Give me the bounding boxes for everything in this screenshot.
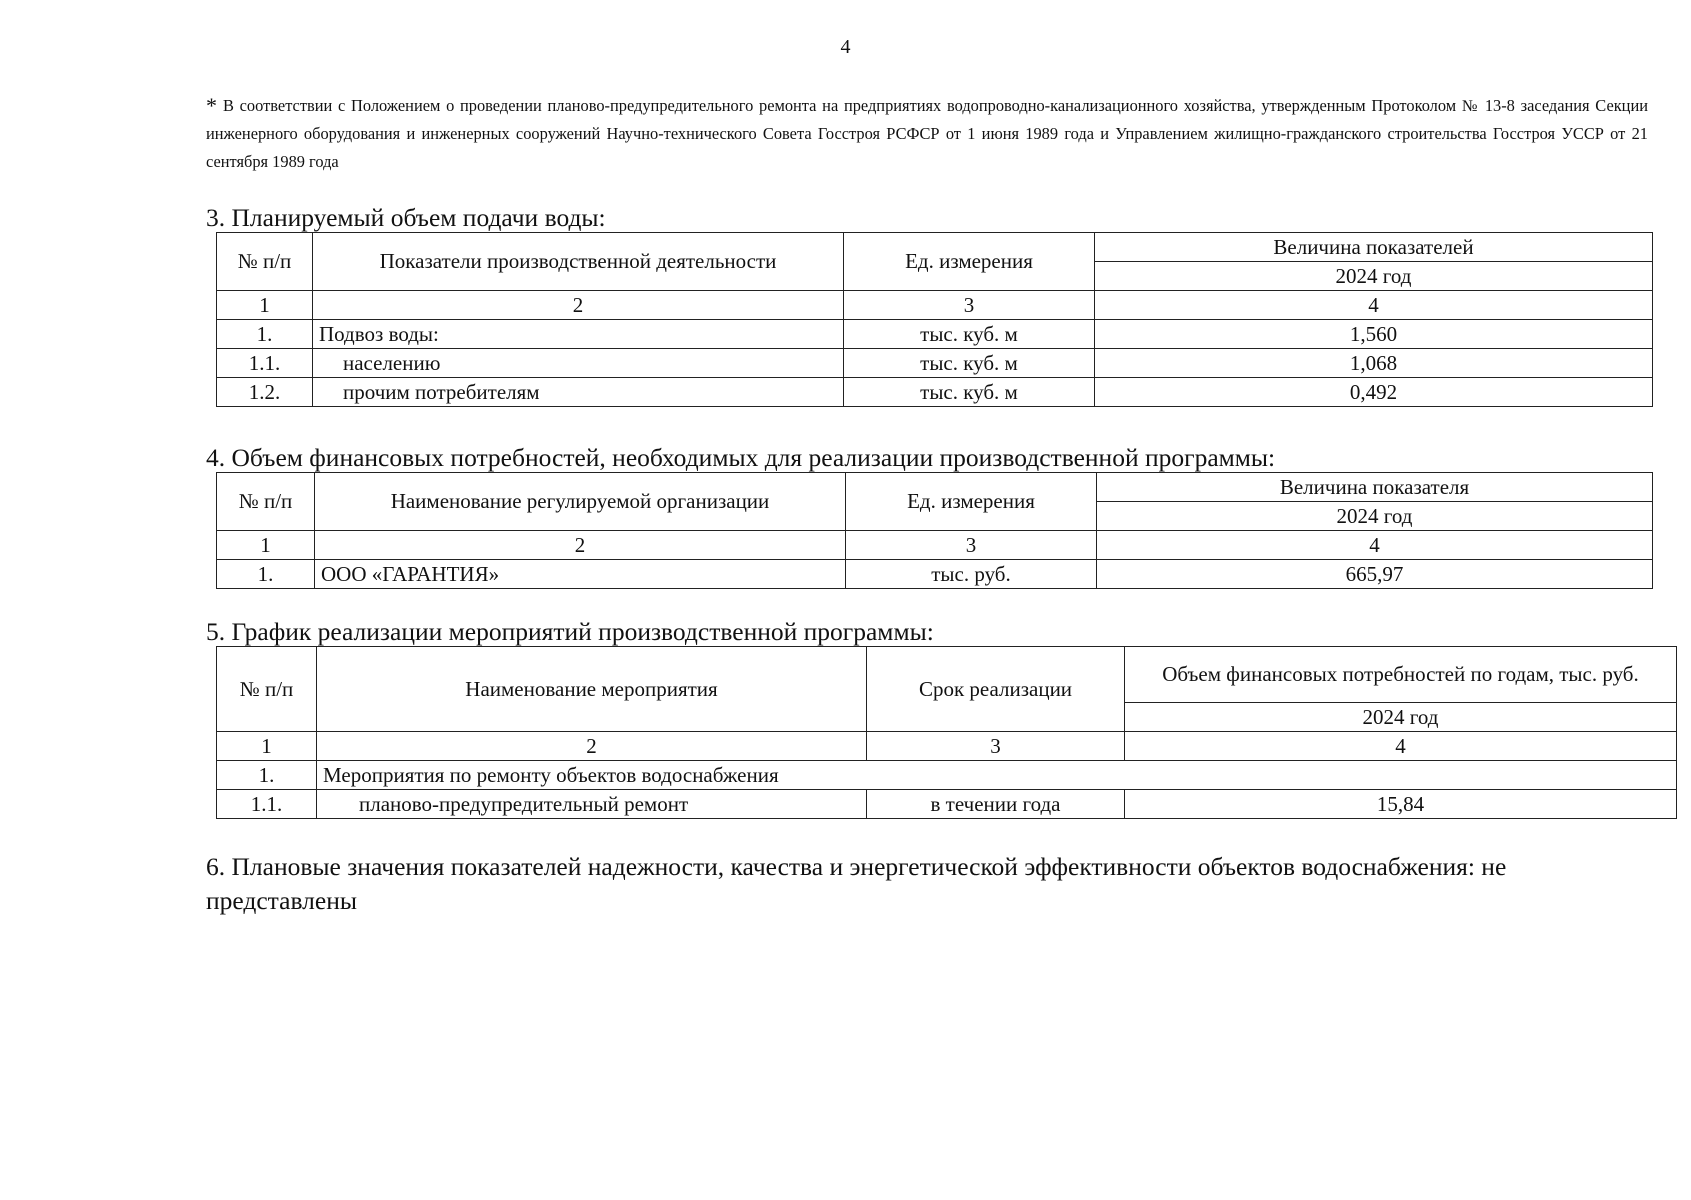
table-header-row [217, 647, 1677, 703]
column-number: 3 [846, 531, 1097, 560]
column-number: 4 [1097, 531, 1653, 560]
row-num: 1.1. [217, 349, 313, 378]
row-value: 1,560 [1095, 320, 1653, 349]
table-group-row [217, 761, 1677, 790]
table-row [217, 790, 1677, 819]
section-5-title: 5. График реализации мероприятий производственной программы: [206, 617, 934, 646]
table-row [217, 320, 1653, 349]
row-unit: тыс. куб. м [844, 378, 1095, 407]
row-name: ООО «ГАРАНТИЯ» [315, 560, 846, 589]
row-num: 1.1. [217, 790, 317, 819]
row-name: прочим потребителям [313, 378, 844, 407]
section-6-text: 6. Плановые значения показателей надежности, качества и энергетической эффективности объектов водоснабжения: не представлены [206, 852, 1507, 915]
header-year: 2024 год [1095, 262, 1653, 291]
financial-needs-table [216, 472, 1653, 589]
row-value: 15,84 [1125, 790, 1677, 819]
water-supply-table [216, 232, 1653, 407]
footnote [206, 92, 1648, 176]
row-name: Подвоз воды: [313, 320, 844, 349]
column-number-row [217, 531, 1653, 560]
column-number: 1 [217, 291, 313, 320]
row-term: в течении года [867, 790, 1125, 819]
header-year: 2024 год [1125, 703, 1677, 732]
column-number: 1 [217, 732, 317, 761]
section-4-title: 4. Объем финансовых потребностей, необходимых для реализации производственной программы: [206, 443, 1276, 472]
table-row [217, 349, 1653, 378]
header-organization: Наименование регулируемой организации [315, 473, 846, 531]
column-number: 1 [217, 531, 315, 560]
header-indicator: Показатели производственной деятельности [313, 233, 844, 291]
column-number: 2 [313, 291, 844, 320]
row-num: 1. [217, 320, 313, 349]
row-num: 1.2. [217, 378, 313, 407]
header-unit: Ед. измерения [844, 233, 1095, 291]
row-name: планово-предупредительный ремонт [317, 790, 867, 819]
column-number: 4 [1095, 291, 1653, 320]
footnote-marker: * [206, 93, 217, 118]
row-unit: тыс. куб. м [844, 320, 1095, 349]
header-num: № п/п [217, 647, 317, 732]
section-3-title: 3. Планируемый объем подачи воды: [206, 203, 606, 232]
row-value: 0,492 [1095, 378, 1653, 407]
row-value: 665,97 [1097, 560, 1653, 589]
table-row [217, 560, 1653, 589]
column-number-row [217, 732, 1677, 761]
footnote-text: В соответствии с Положением о проведении планово-предупредительного ремонта на предприятиях водопроводно-канализационного хозяйства, утвержденным Протоколом № 13-8 заседания Секции инженерного оборудования и инженерных сооружений Научно-технического Совета Госстроя РСФСР от 1 июня 1989 года и Управлением жилищно-гражданского строительства Госстроя УССР от 21 сентября 1989 года [206, 96, 1648, 171]
row-unit: тыс. куб. м [844, 349, 1095, 378]
row-num: 1. [217, 560, 315, 589]
header-term: Срок реализации [867, 647, 1125, 732]
header-year: 2024 год [1097, 502, 1653, 531]
column-number-row [217, 291, 1653, 320]
table-header-row [217, 233, 1653, 262]
row-name: населению [313, 349, 844, 378]
header-measure: Наименование мероприятия [317, 647, 867, 732]
column-number: 2 [317, 732, 867, 761]
header-value: Величина показателя [1097, 473, 1653, 502]
header-num: № п/п [217, 473, 315, 531]
header-value: Величина показателей [1095, 233, 1653, 262]
column-number: 3 [844, 291, 1095, 320]
header-num: № п/п [217, 233, 313, 291]
table-header-row [217, 473, 1653, 502]
row-unit: тыс. руб. [846, 560, 1097, 589]
row-num: 1. [217, 761, 317, 790]
column-number: 3 [867, 732, 1125, 761]
page-number: 4 [840, 36, 851, 58]
row-value: 1,068 [1095, 349, 1653, 378]
table-row [217, 378, 1653, 407]
column-number: 4 [1125, 732, 1677, 761]
row-name: Мероприятия по ремонту объектов водоснабжения [317, 761, 1677, 790]
schedule-table [216, 646, 1677, 819]
header-unit: Ед. измерения [846, 473, 1097, 531]
column-number: 2 [315, 531, 846, 560]
header-value: Объем финансовых потребностей по годам, тыс. руб. [1125, 647, 1677, 703]
